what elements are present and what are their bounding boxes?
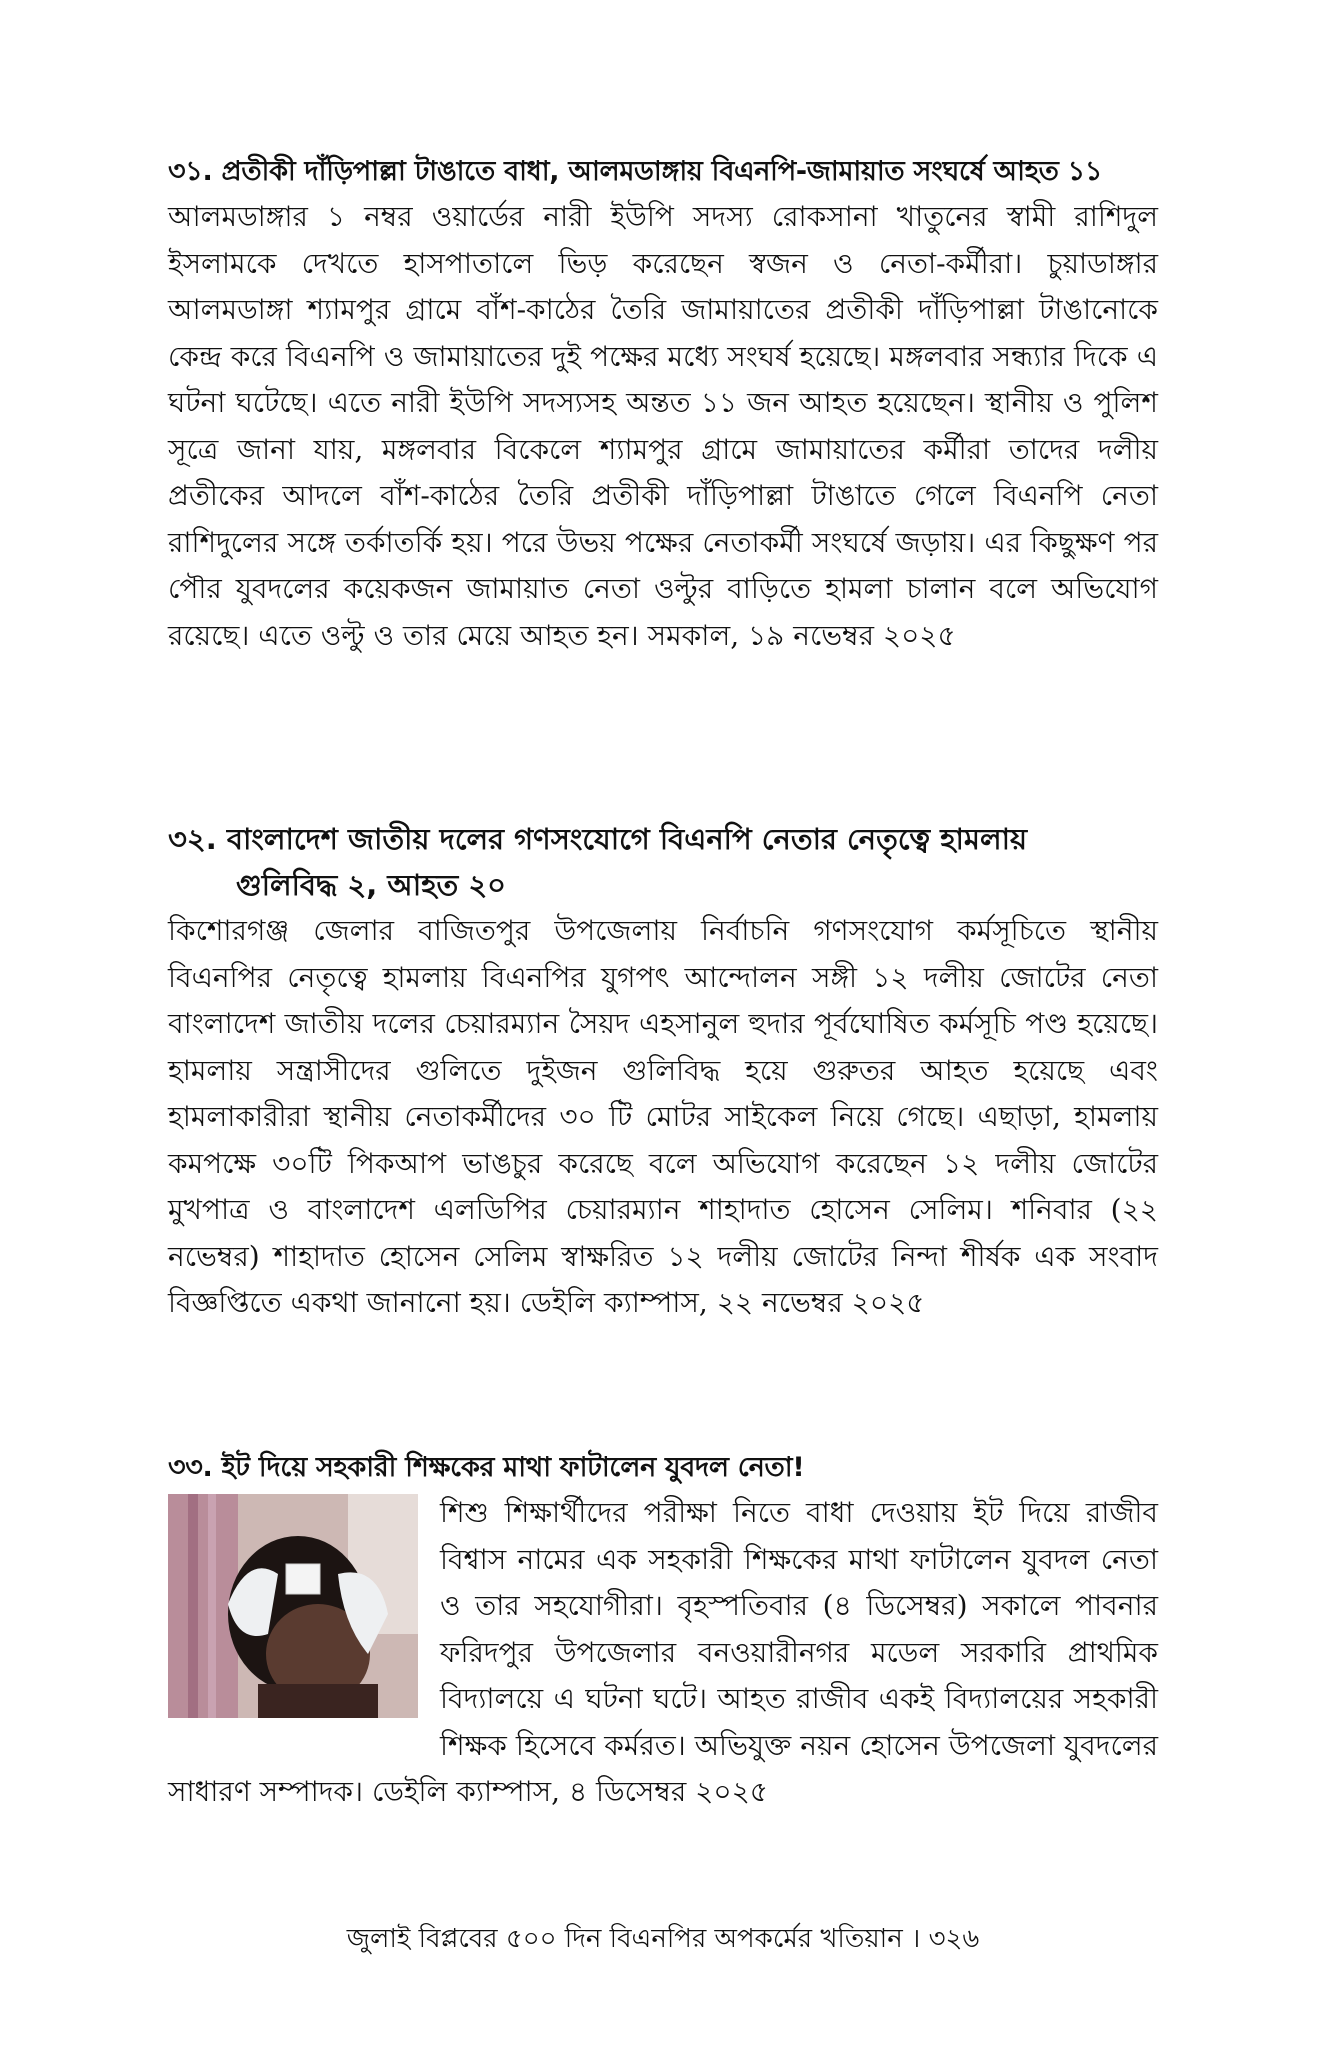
article-32-heading-line2: গুলিবিদ্ধ ২, আহত ২০: [236, 868, 507, 902]
article-33-heading: ৩৩. ইট দিয়ে সহকারী শিক্ষকের মাথা ফাটালেন যুবদল নেতা!: [168, 1452, 805, 1483]
article-32-source: ডেইলি ক্যাম্পাস, ২২ নভেম্বর ২০২৫: [519, 1286, 925, 1319]
article-33-source: ডেইলি ক্যাম্পাস, ৪ ডিসেম্বর ২০২৫: [371, 1775, 768, 1808]
article-31-source: সমকাল, ১৯ নভেম্বর ২০২৫: [647, 618, 956, 652]
injured-teacher-photo: [168, 1494, 418, 1718]
footer-page-number: ৩২৬: [928, 1924, 980, 1954]
footer-book-title: জুলাই বিপ্লবের ৫০০ দিন বিএনপির অপকর্মের খতিয়ান: [346, 1924, 903, 1954]
article-32-heading-line1: ৩২. বাংলাদেশ জাতীয় দলের গণসংযোগে বিএনপি নেতার নেতৃত্বে হামলায়: [168, 822, 1028, 856]
article-32-heading: [168, 816, 1158, 908]
article-32: [168, 816, 1158, 1327]
footer-separator: ।: [910, 1924, 921, 1954]
page-content: [168, 150, 1158, 1990]
article-31: [168, 150, 1158, 659]
article-31-heading: ৩১. প্রতীকী দাঁড়িপাল্লা টাঙাতে বাধা, আলমডাঙ্গায় বিএনপি-জামায়াত সংঘর্ষে আহত ১১: [168, 156, 1103, 187]
article-31-text: আলমডাঙ্গার ১ নম্বর ওয়ার্ডের নারী ইউপি সদস্য রোকসানা খাতুনের স্বামী রাশিদুল ইসলামকে দেখতে হাসপাতালে ভিড় করেছেন স্বজন ও নেতা-কর্মীরা। চুয়াডাঙ্গার আলমডাঙ্গা শ্যামপুর গ্রামে বাঁশ-কাঠের তৈরি জামায়াতের প্রতীকী দাঁড়িপাল্লা টাঙানোকে কেন্দ্র করে বিএনপি ও জামায়াতের দুই পক্ষের মধ্যে সংঘর্ষ হয়েছে। মঙ্গলবার সন্ধ্যার দিকে এ ঘটনা ঘটেছে। এতে নারী ইউপি সদস্যসহ অন্তত ১১ জন আহত হয়েছেন। স্থানীয় ও পুলিশ সূত্রে জানা যায়, মঙ্গলবার বিকেলে শ্যামপুর গ্রামে জামায়াতের কর্মীরা তাদের দলীয় প্রতীকের আদলে বাঁশ-কাঠের তৈরি প্রতীকী দাঁড়িপাল্লা টাঙাতে গেলে বিএনপি নেতা রাশিদুলের সঙ্গে তর্কাতর্কি হয়। পরে উভয় পক্ষের নেতাকর্মী সংঘর্ষে জড়ায়। এর কিছুক্ষণ পর পৌর যুবদলের কয়েকজন জামায়াত নেতা ওল্টুর বাড়িতে হামলা চালান বলে অভিযোগ রয়েছে। এতে ওল্টু ও তার মেয়ে আহত হন।: [168, 200, 1158, 652]
article-31-body: [168, 194, 1158, 659]
article-32-text: কিশোরগঞ্জ জেলার বাজিতপুর উপজেলায় নির্বাচনি গণসংযোগ কর্মসূচিতে স্থানীয় বিএনপির নেতৃত্বে হামলায় বিএনপির যুগপৎ আন্দোলন সঙ্গী ১২ দলীয় জোটের নেতা বাংলাদেশ জাতীয় দলের চেয়ারম্যান সৈয়দ এহসানুল হুদার পূর্বঘোষিত কর্মসূচি পণ্ড হয়েছে। হামলায় সন্ত্রাসীদের গুলিতে দুইজন গুলিবিদ্ধ হয়ে গুরুতর আহত হয়েছে এবং হামলাকারীরা স্থানীয় নেতাকর্মীদের ৩০ টি মোটর সাইকেল নিয়ে গেছে। এছাড়া, হামলায় কমপক্ষে ৩০টি পিকআপ ভাঙচুর করেছে বলে অভিযোগ করেছেন ১২ দলীয় জোটের মুখপাত্র ও বাংলাদেশ এলডিপির চেয়ারম্যান শাহাদাত হোসেন সেলিম। শনিবার (২২ নভেম্বর) শাহাদাত হোসেন সেলিম স্বাক্ষরিত ১২ দলীয় জোটের নিন্দা শীর্ষক এক সংবাদ বিজ্ঞপ্তিতে একথা জানানো হয়।: [168, 914, 1158, 1319]
article-32-body: [168, 908, 1158, 1327]
photo-illustration: [168, 1494, 418, 1718]
article-33-text: শিশু শিক্ষার্থীদের পরীক্ষা নিতে বাধা দেওয়ায় ইট দিয়ে রাজীব বিশ্বাস নামের এক সহকারী শিক্ষকের মাথা ফাটালেন যুবদল নেতা ও তার সহযোগীরা। বৃহস্পতিবার (৪ ডিসেম্বর) সকালে পাবনার ফরিদপুর উপজেলার বনওয়ারীনগর মডেল সরকারি প্রাথমিক বিদ্যালয়ে এ ঘটনা ঘটে। আহত রাজীব একই বিদ্যালয়ের সহকারী শিক্ষক হিসেবে কর্মরত। অভিযুক্ত নয়ন হোসেন উপজেলা যুবদলের সাধারণ সম্পাদক।: [168, 1496, 1158, 1808]
page-footer: [168, 1922, 1158, 1956]
article-33: [168, 1446, 1158, 1816]
